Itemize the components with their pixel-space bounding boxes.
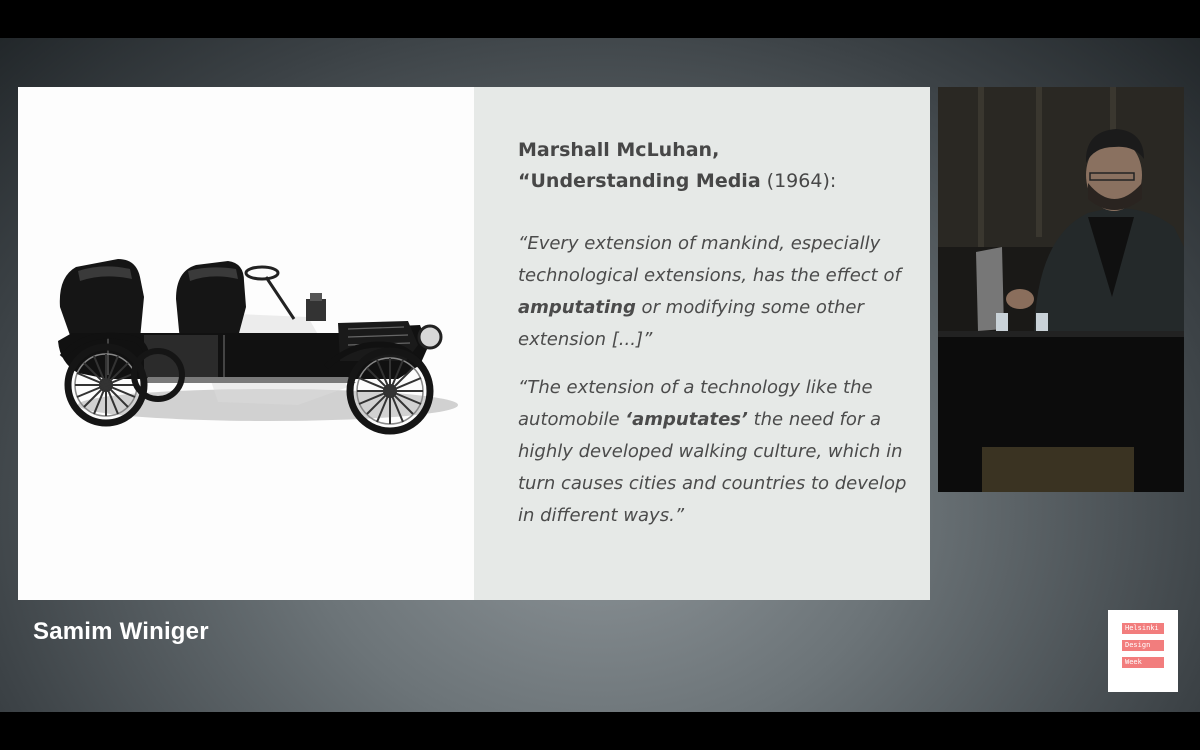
presentation-slide: [18, 87, 930, 600]
slide-image-panel: [18, 87, 474, 600]
citation-author: Marshall McLuhan,: [518, 139, 720, 161]
citation-open-quote: “: [518, 170, 531, 192]
quote-citation: [518, 135, 908, 197]
speaker-name-lower-third: Samim Winiger: [33, 618, 209, 645]
speaker-camera-feed: [938, 87, 1184, 492]
quote-text: “Every extension of mankind, especially technological extensions, has the effect of: [518, 233, 901, 286]
logo-word-design: Design: [1122, 640, 1164, 651]
letterbox-bottom: [0, 712, 1200, 750]
rear-wheel: [68, 347, 144, 423]
vintage-car-illustration: [48, 237, 458, 447]
logo-word-week: Week: [1122, 657, 1164, 668]
slide-text-panel: [474, 87, 930, 600]
quote-emphasis: ‘amputates’: [625, 409, 748, 430]
quote-automobile: [518, 372, 910, 532]
speaker-video-frame: [938, 87, 1184, 492]
quote-extension-of-mankind: [518, 228, 910, 356]
quote-text: “The extension of a technology like the automobile: [518, 377, 873, 430]
letterbox-top: [0, 0, 1200, 38]
quote-text: or modifying some other extension [...]”: [518, 297, 864, 350]
quote-text: the need for a highly developed walking culture, which in turn causes cities and countries to develop in different ways.”: [518, 409, 907, 526]
helsinki-design-week-logo: [1108, 610, 1178, 692]
citation-year: (1964):: [760, 170, 837, 192]
citation-book-line: [518, 166, 908, 197]
citation-book-title: Understanding Media: [530, 170, 761, 192]
logo-word-helsinki: Helsinki: [1122, 623, 1164, 634]
front-wheel: [350, 351, 430, 431]
quote-emphasis: amputating: [518, 297, 636, 318]
